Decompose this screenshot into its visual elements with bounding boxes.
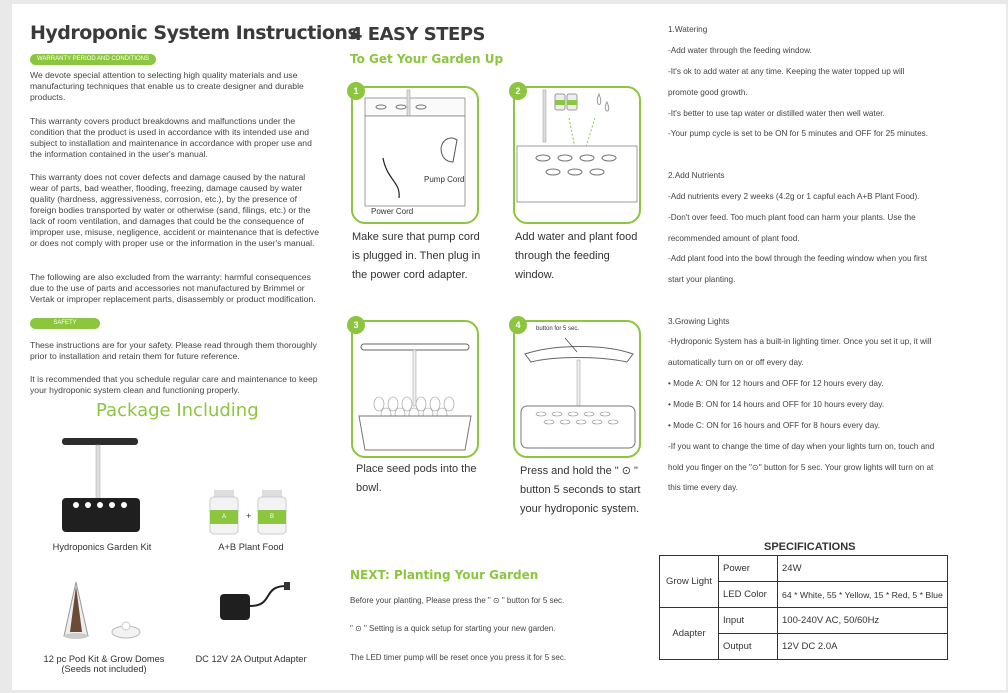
bottle-label-a: A bbox=[222, 514, 227, 520]
step-4-number: 4 bbox=[509, 316, 527, 334]
watering-line-5: -Your pump cycle is set to be ON for 5 minutes and OFF for 25 minutes. bbox=[668, 129, 928, 138]
next-line-3: The LED timer pump will be reset once you press it for 5 sec. bbox=[350, 653, 567, 662]
nutrients-line-1: -Add nutrients every 2 weeks (4.2g or 1 capful each A+B Plant Food). bbox=[668, 192, 920, 201]
spec-input-label: Input bbox=[719, 608, 778, 634]
power-cord-label: Power Cord bbox=[371, 207, 414, 216]
safety-pill: SAFETY bbox=[30, 318, 100, 329]
step-2-illustration bbox=[515, 88, 639, 222]
mode-b-line: • Mode B: ON for 14 hours and OFF for 10 hours every day. bbox=[668, 400, 885, 409]
nutrients-line-2: -Don't over feed. Too much plant food can harm your plants. Use the bbox=[668, 213, 916, 222]
next-title: NEXT: Planting Your Garden bbox=[350, 568, 539, 582]
spec-output-value: 12V DC 2.0A bbox=[778, 634, 948, 660]
warranty-paragraph-3: This warranty does not cover defects and damage caused by the natural wear of parts, bad weather, flooding, freezing, damage caused by water quality (hardness, aggressiveness, corrosion, etc.), by the presence of foreign bodies transported by water or otherwise (sand, filings, etc.) or the lack of room ventilation, and damages that could be the consequence of improper use, misuse, negligence, accident or maintenance that is defective or does not comply with proper use or the information in the user's manual. bbox=[30, 172, 320, 248]
next-line-1: Before your planting, Please press the " ⊙ " button for 5 sec. bbox=[350, 596, 565, 605]
spec-power-value: 24W bbox=[778, 556, 948, 582]
lights-line-5: this time every day. bbox=[668, 483, 738, 492]
step-3-caption: Place seed pods into the bowl. bbox=[356, 463, 477, 494]
mode-c-line: • Mode C: ON for 16 hours and OFF for 8 hours every day. bbox=[668, 421, 881, 430]
step-1-illustration bbox=[353, 88, 477, 222]
step-3-number: 3 bbox=[347, 316, 365, 334]
step-1-caption: Make sure that pump cord is plugged in. Then plug in the power cord adapter. bbox=[352, 231, 481, 281]
pod-kit-image bbox=[56, 580, 156, 642]
step-3-box bbox=[351, 320, 479, 458]
spec-table bbox=[659, 555, 948, 660]
lights-line-4: hold you finger on the "⊙" button for 5 sec. Your grow lights will turn on at bbox=[668, 463, 934, 472]
spec-title: SPECIFICATIONS bbox=[764, 541, 856, 553]
spec-led-label: LED Color bbox=[719, 582, 778, 608]
spec-grow-light: Grow Light bbox=[660, 556, 719, 608]
step-4-illustration bbox=[515, 322, 639, 456]
warranty-paragraph-2: This warranty covers product breakdowns and malfunctions under the condition that the product is used in accordance with its intended use and subject to installation and maintenance in accordance with proper use and the information contained in the user's manual. bbox=[30, 116, 312, 159]
step-2-caption: Add water and plant food through the feeding window. bbox=[515, 231, 638, 281]
nutrients-line-4: -Add plant food into the bowl through the feeding window when you first bbox=[668, 254, 927, 263]
package-item-pod-kit: 12 pc Pod Kit & Grow Domes (Seeds not included) bbox=[43, 654, 165, 674]
lights-line-3: -If you want to change the time of day when your lights turn on, touch and bbox=[668, 442, 935, 451]
safety-paragraph-2: It is recommended that you schedule regular care and maintenance to keep your hydroponic system clean and functioning properly. bbox=[30, 374, 318, 395]
page-title: Hydroponic System Instructions bbox=[30, 22, 359, 44]
spec-output-label: Output bbox=[719, 634, 778, 660]
pump-cord-label: Pump Cord bbox=[424, 175, 465, 184]
package-item-adapter: DC 12V 2A Output Adapter bbox=[195, 654, 307, 664]
step-3-illustration bbox=[353, 322, 477, 456]
watering-line-3: promote good growth. bbox=[668, 88, 748, 97]
watering-line-1: -Add water through the feeding window. bbox=[668, 46, 812, 55]
package-item-plant-food: A+B Plant Food bbox=[218, 542, 284, 552]
spec-adapter: Adapter bbox=[660, 608, 719, 660]
spec-input-value: 100-240V AC, 50/60Hz bbox=[778, 608, 948, 634]
steps-title: 4 EASY STEPS bbox=[350, 24, 485, 45]
lights-heading: 3.Growing Lights bbox=[668, 317, 730, 326]
package-item-garden-kit: Hydroponics Garden Kit bbox=[52, 542, 152, 552]
lights-line-2: automatically turn on or off every day. bbox=[668, 358, 804, 367]
warranty-pill: WARRANTY PERIOD AND CONDITIONS bbox=[30, 54, 156, 65]
safety-paragraph-1: These instructions are for your safety. Please read through them thoroughly prior to installation and retain them for future reference. bbox=[30, 340, 317, 361]
package-title: Package Including bbox=[96, 400, 259, 421]
next-line-2: " ⊙ " Setting is a quick setup for starting your new garden. bbox=[350, 624, 556, 633]
watering-heading: 1.Watering bbox=[668, 25, 708, 34]
lights-line-1: -Hydroponic System has a built-in lighting timer. Once you set it up, it will bbox=[668, 337, 932, 346]
watering-line-2: -It's ok to add water at any time. Keeping the water topped up will bbox=[668, 67, 905, 76]
nutrients-line-5: start your planting. bbox=[668, 275, 736, 284]
bottle-plus: + bbox=[246, 511, 252, 521]
nutrients-line-3: recommended amount of plant food. bbox=[668, 234, 800, 243]
nutrients-heading: 2.Add Nutrients bbox=[668, 171, 725, 180]
steps-subtitle: To Get Your Garden Up bbox=[350, 52, 504, 66]
step-1-box bbox=[351, 86, 479, 224]
step-1-number: 1 bbox=[347, 82, 365, 100]
warranty-paragraph-1: We devote special attention to selecting high quality materials and use manufacturing techniques that enable us to create designer and durable products. bbox=[30, 70, 304, 102]
step-2-number: 2 bbox=[509, 82, 527, 100]
step-4-box bbox=[513, 320, 641, 458]
bottle-label-b: B bbox=[270, 514, 275, 520]
mode-a-line: • Mode A: ON for 12 hours and OFF for 12 hours every day. bbox=[668, 379, 884, 388]
step-4-caption: Press and hold the " ⊙ " button 5 seconds to start your hydroponic system. bbox=[520, 465, 641, 515]
plant-food-bottles-image bbox=[204, 488, 300, 536]
watering-line-4: -It's better to use tap water or distilled water then well water. bbox=[668, 109, 885, 118]
adapter-image bbox=[214, 580, 294, 630]
step-2-box bbox=[513, 86, 641, 224]
garden-kit-image bbox=[52, 432, 152, 537]
spec-power-label: Power bbox=[719, 556, 778, 582]
spec-led-value: 64 * White, 55 * Yellow, 15 * Red, 5 * Blue bbox=[778, 582, 948, 608]
warranty-paragraph-4: The following are also excluded from the warranty: harmful consequences due to the use of parts and accessories not manufactured by Brimmel or Vertak or improper replacement parts, disassembly or product modification. bbox=[30, 272, 316, 304]
button-5-sec-label: button for 5 sec. bbox=[536, 326, 580, 332]
